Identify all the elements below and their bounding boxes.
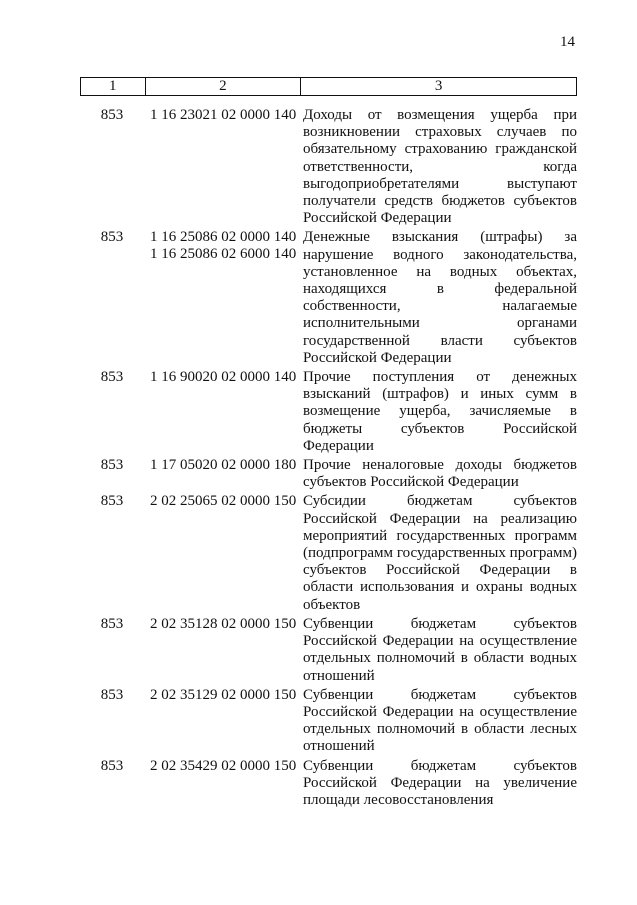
table-row — [80, 687, 577, 756]
budget-code: 2 02 35129 02 0000 150 — [150, 686, 297, 703]
header-col-2: 2 — [145, 78, 301, 96]
budget-code: 2 02 25065 02 0000 150 — [150, 493, 297, 510]
admin-code: 853 — [100, 457, 124, 474]
budget-code: 1 16 90020 02 0000 140 — [150, 369, 297, 386]
table-row — [80, 229, 577, 367]
table-row — [80, 369, 577, 455]
admin-code: 853 — [100, 229, 124, 246]
table-header — [80, 77, 577, 96]
table-row — [80, 457, 577, 491]
income-description: Доходы от возмещения ущерба при возникновении страховых случаев по обязательному страхованию гражданской ответственности, когда выгодоприобретателями выступают получатели средств бюджетов субъектов Российской Федерации — [303, 107, 577, 227]
budget-code: 1 16 23021 02 0000 140 — [150, 107, 297, 123]
page-number: 14 — [560, 34, 575, 50]
admin-code: 853 — [100, 369, 124, 386]
budget-code: 2 02 35128 02 0000 150 — [150, 615, 297, 632]
budget-code: 1 16 25086 02 0000 140 1 16 25086 02 6000 140 — [150, 229, 297, 263]
admin-code: 853 — [100, 107, 124, 123]
admin-code: 853 — [100, 686, 124, 703]
income-description: Субвенции бюджетам субъектов Российской Федерации на осуществление отдельных полномочий в области водных отношений — [303, 615, 577, 684]
budget-code: 1 17 05020 02 0000 180 — [150, 457, 297, 474]
income-description: Денежные взыскания (штрафы) за нарушение водного законодательства, установленное на водных объектах, находящихся в федеральной собственности, налагаемые исполнительными органами государственной власти субъектов Российской Федерации — [303, 229, 577, 366]
income-description: Прочие поступления от денежных взысканий (штрафов) и иных сумм в возмещение ущерба, зачисляемые в бюджеты субъектов Российской Федерации — [303, 369, 577, 454]
table-body — [80, 107, 577, 811]
admin-code: 853 — [100, 493, 124, 510]
header-col-3: 3 — [301, 78, 577, 96]
income-description: Прочие неналоговые доходы бюджетов субъектов Российской Федерации — [303, 457, 577, 491]
table-row — [80, 616, 577, 685]
admin-code: 853 — [100, 757, 124, 774]
budget-code: 2 02 35429 02 0000 150 — [150, 757, 297, 774]
table-row — [80, 758, 577, 810]
header-col-1: 1 — [81, 78, 146, 96]
income-description: Субсидии бюджетам субъектов Российской Федерации на реализацию мероприятий государственных программ (подпрограмм государственных программ) субъектов Российской Федерации в области использования и охраны водных объектов — [303, 493, 577, 613]
income-description: Субвенции бюджетам субъектов Российской Федерации на увеличение площади лесовосстановления — [303, 757, 577, 808]
table-row — [80, 493, 577, 613]
table-row — [80, 107, 577, 227]
admin-code: 853 — [100, 615, 124, 632]
income-description: Субвенции бюджетам субъектов Российской Федерации на осуществление отдельных полномочий в области лесных отношений — [303, 686, 577, 755]
